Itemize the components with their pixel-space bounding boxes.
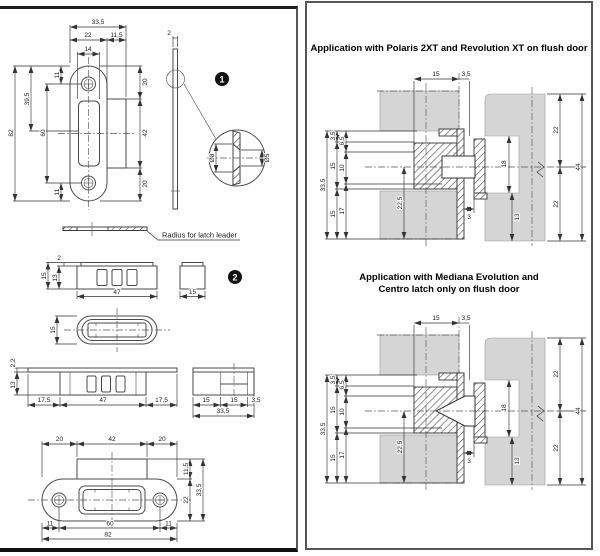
dim-label: 11 [165,520,172,528]
dim-label: 18 [501,404,508,412]
dim-label: 33,5 [216,408,230,415]
application-section-polaris [320,71,586,246]
dim-label: 22 [553,370,560,378]
dim-label: Ø5 [264,153,271,163]
svg-text:1: 1 [219,74,225,85]
radius-note-label: Radius for latch leader [162,230,238,240]
latch-leader-radius-note [63,222,240,240]
dim-label: 22,5 [397,196,404,210]
dim-label: 17,5 [37,397,51,404]
faceplate-section [457,373,464,483]
dim-label: 18 [501,160,508,168]
dim-label: 33,5 [91,19,105,26]
app2-title-line2: Centro latch only on flush door [378,284,520,295]
dim-label: 15 [432,71,440,78]
assembled-latch-side-view [193,363,261,418]
dim-label: 11,5 [183,462,190,476]
dim-label: 11 [54,71,61,79]
dim-label: 22 [84,32,92,39]
dim-label: 39,5 [24,92,31,106]
dim-label: 44 [575,407,582,415]
dim-label: 22 [553,444,560,452]
dim-label: 33,5 [320,422,327,436]
dim-label: 42 [142,129,149,137]
oval-top-view [50,308,170,352]
dim-label: 15 [230,397,238,404]
dim-label: 3,5 [330,131,337,141]
dim-label: 3,5 [461,71,471,78]
outer-plate-front-view [28,436,205,542]
dim-label: 11 [54,188,61,196]
strike-plate-side-view [167,30,272,209]
dim-label: 13 [52,274,59,282]
dim-label: 15 [50,326,57,334]
dim-label: 82 [8,129,15,137]
dim-label: 10 [339,164,346,172]
dim-label: 3,5 [251,397,261,404]
dim-label: 33,5 [196,483,203,497]
strike-plate-section [474,139,485,193]
dim-label: 13 [514,213,521,221]
dim-label: 20 [158,436,166,443]
dim-label: 3,5 [461,315,471,322]
callout-marker-1 [215,72,229,86]
dim-label: 15 [330,406,337,414]
callout-marker-2 [228,270,242,284]
dim-label: 60 [40,129,47,137]
dim-label: 22 [183,496,190,504]
dim-label: 3 [467,458,471,465]
app1-title: Application with Polaris 2XT and Revolution XT on flush door [310,43,588,54]
dim-label: 3 [467,214,471,221]
dim-label: 15 [432,315,440,322]
svg-text:2: 2 [232,272,238,283]
dim-label: 6,5 [339,136,346,146]
dim-label: 15 [330,210,337,218]
dim-label: 14 [84,46,92,53]
application-section-drawings [307,3,591,548]
dim-label: 3,5 [330,375,337,385]
dim-label: 15 [330,162,337,170]
strike-plate-section [474,383,485,437]
dim-label: 15 [202,397,210,404]
dim-label: 60 [106,520,114,528]
dim-label: 20 [142,180,149,188]
dim-label: 33,5 [320,178,327,192]
dim-label: 15 [188,289,197,296]
application-drawings-panel [305,1,593,550]
latch-dimension-drawings [0,9,296,548]
dim-label: 20 [142,78,149,86]
dim-label: 22 [553,126,560,134]
dim-label: 13 [514,457,521,465]
dim-label: 2,2 [10,358,17,368]
dim-label: 2 [57,255,61,262]
dim-label: Ø8 [209,153,216,163]
dim-label: 11 [46,520,54,528]
dim-label: 2 [167,30,171,37]
dim-label: 15 [41,272,48,280]
dust-box-side-view [180,263,205,300]
app2-title-line1: Application with Mediana Evolution and [359,272,539,283]
dim-label: 44 [575,163,582,171]
dim-label: 20 [55,436,64,443]
dim-label: 47 [99,397,107,404]
dim-label: 82 [104,531,112,539]
dim-label: 17,5 [155,397,168,404]
faceplate-section [457,129,464,239]
dim-label: 47 [113,289,121,296]
application-section-mediana [320,315,586,490]
dim-label: 42 [108,436,116,443]
dim-label: 6,5 [339,380,346,390]
assembled-latch-front-view [10,358,261,418]
dim-label: 17 [339,207,346,215]
dim-label: 22,5 [397,440,404,454]
dim-label: 22 [553,200,560,208]
dim-label: 13 [10,381,17,389]
strike-plate-front-view [8,19,149,210]
dim-label: 11,5 [110,32,123,39]
dust-box-front-view [41,255,242,299]
dim-label: 10 [339,408,346,416]
latch-drawings-panel [0,6,298,552]
dim-label: 17 [339,451,346,459]
dim-label: 15 [330,454,337,462]
